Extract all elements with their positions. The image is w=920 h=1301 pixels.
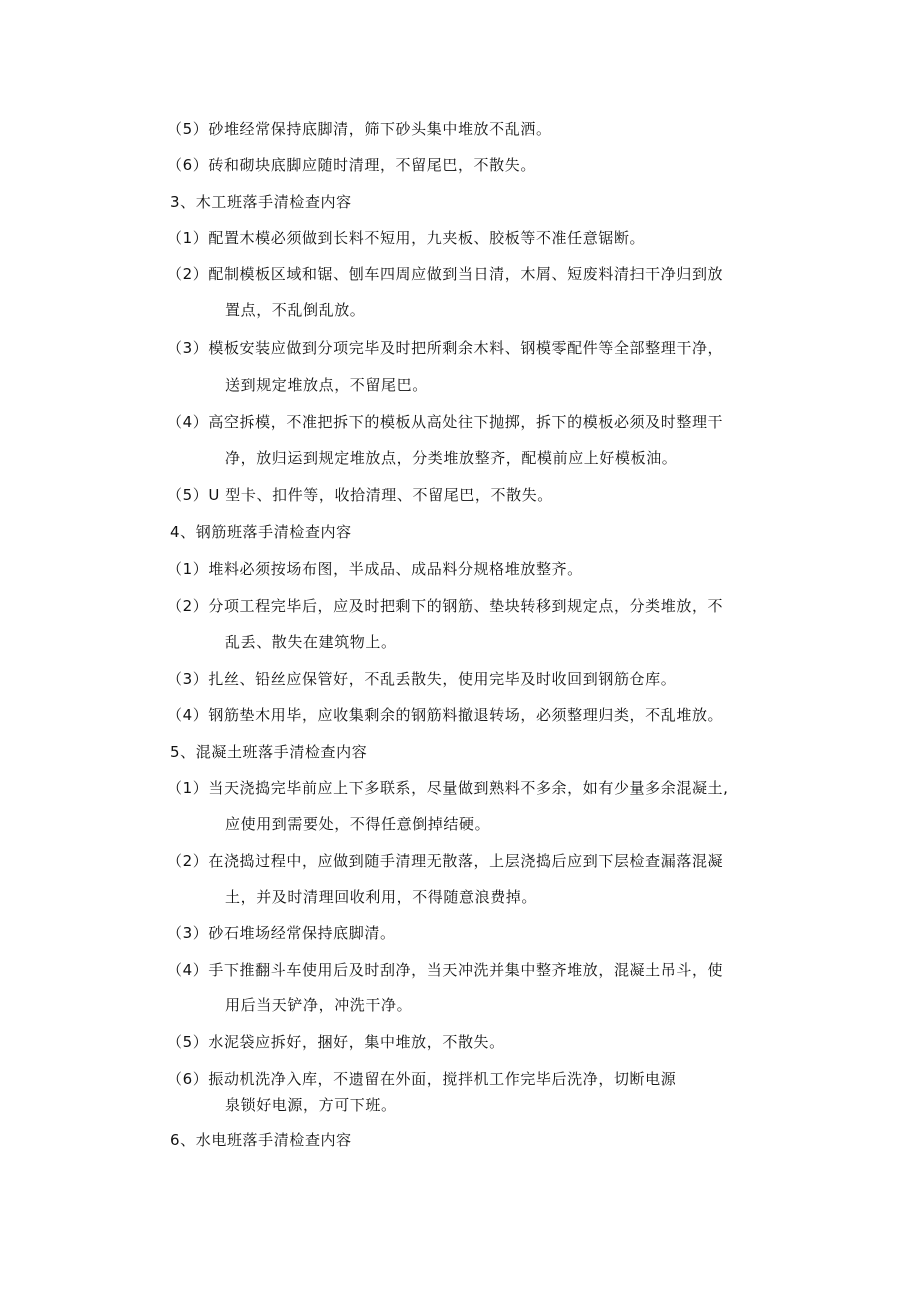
text-line-11: （5）U 型卡、扣件等，收拾清理、不留尾巴，不散失。 bbox=[167, 486, 553, 504]
text-line-14: （2）分项工程完毕后，应及时把剩下的钢筋、垫块转移到规定点，分类堆放，不 bbox=[167, 597, 724, 615]
text-line-9: （4）高空拆模，不准把拆下的模板从高处往下抛掷，拆下的模板必须及时整理干 bbox=[167, 413, 724, 431]
text-line-15: 乱丢、散失在建筑物上。 bbox=[225, 633, 397, 651]
text-line-13: （1）堆料必须按场布图，半成品、成品料分规格堆放整齐。 bbox=[167, 560, 583, 578]
text-line-28: 泉锁好电源，方可下班。 bbox=[225, 1096, 397, 1114]
text-line-17: （4）钢筋垫木用毕，应收集剩余的钢筋料撤退转场，必须整理归类，不乱堆放。 bbox=[167, 706, 724, 724]
text-line-23: （3）砂石堆场经常保持底脚清。 bbox=[167, 924, 396, 942]
text-line-21: （2）在浇捣过程中，应做到随手清理无散落，上层浇捣后应到下层检查漏落混凝 bbox=[167, 852, 724, 870]
text-line-10: 净，放归运到规定堆放点，分类堆放整齐，配模前应上好模板油。 bbox=[225, 449, 678, 467]
section-heading-5: 5、混凝土班落手清检查内容 bbox=[170, 743, 368, 761]
text-line-5: （2）配制模板区域和锯、刨车四周应做到当日清，木屑、短废料清扫干净归到放 bbox=[167, 265, 724, 283]
text-line-19: （1）当天浇捣完毕前应上下多联系，尽量做到熟料不多余，如有少量多余混凝土, bbox=[167, 779, 729, 797]
text-line-20: 应使用到需要处，不得任意倒掉结硬。 bbox=[225, 815, 491, 833]
section-heading-4: 4、钢筋班落手清检查内容 bbox=[170, 523, 352, 541]
text-line-7: （3）模板安装应做到分项完毕及时把所剩余木料、钢模零配件等全部整理干净， bbox=[167, 339, 724, 357]
text-line-24: （4）手下推翻斗车使用后及时刮净，当天冲洗并集中整齐堆放，混凝土吊斗，使 bbox=[167, 961, 724, 979]
text-line-6: 置点，不乱倒乱放。 bbox=[225, 301, 366, 319]
text-line-8: 送到规定堆放点，不留尾巴。 bbox=[225, 376, 428, 394]
text-line-25: 用后当天铲净，冲洗干净。 bbox=[225, 996, 413, 1014]
text-line-2: （6）砖和砌块底脚应随时清理，不留尾巴，不散失。 bbox=[167, 156, 536, 174]
text-line-27: （6）振动机洗净入库，不遗留在外面，搅拌机工作完毕后洗净，切断电源 bbox=[167, 1070, 677, 1088]
text-line-1: （5）砂堆经常保持底脚清，筛下砂头集中堆放不乱洒。 bbox=[167, 120, 552, 138]
section-heading-6: 6、水电班落手清检查内容 bbox=[170, 1131, 352, 1149]
text-line-4: （1）配置木模必须做到长料不短用，九夹板、胶板等不准任意锯断。 bbox=[167, 229, 646, 247]
text-line-16: （3）扎丝、铅丝应保管好，不乱丢散失，使用完毕及时收回到钢筋仓库。 bbox=[167, 670, 677, 688]
text-line-26: （5）水泥袋应拆好，捆好，集中堆放，不散失。 bbox=[167, 1033, 505, 1051]
section-heading-3: 3、木工班落手清检查内容 bbox=[170, 193, 352, 211]
text-line-22: 土，并及时清理回收利用，不得随意浪费掉。 bbox=[225, 888, 538, 906]
